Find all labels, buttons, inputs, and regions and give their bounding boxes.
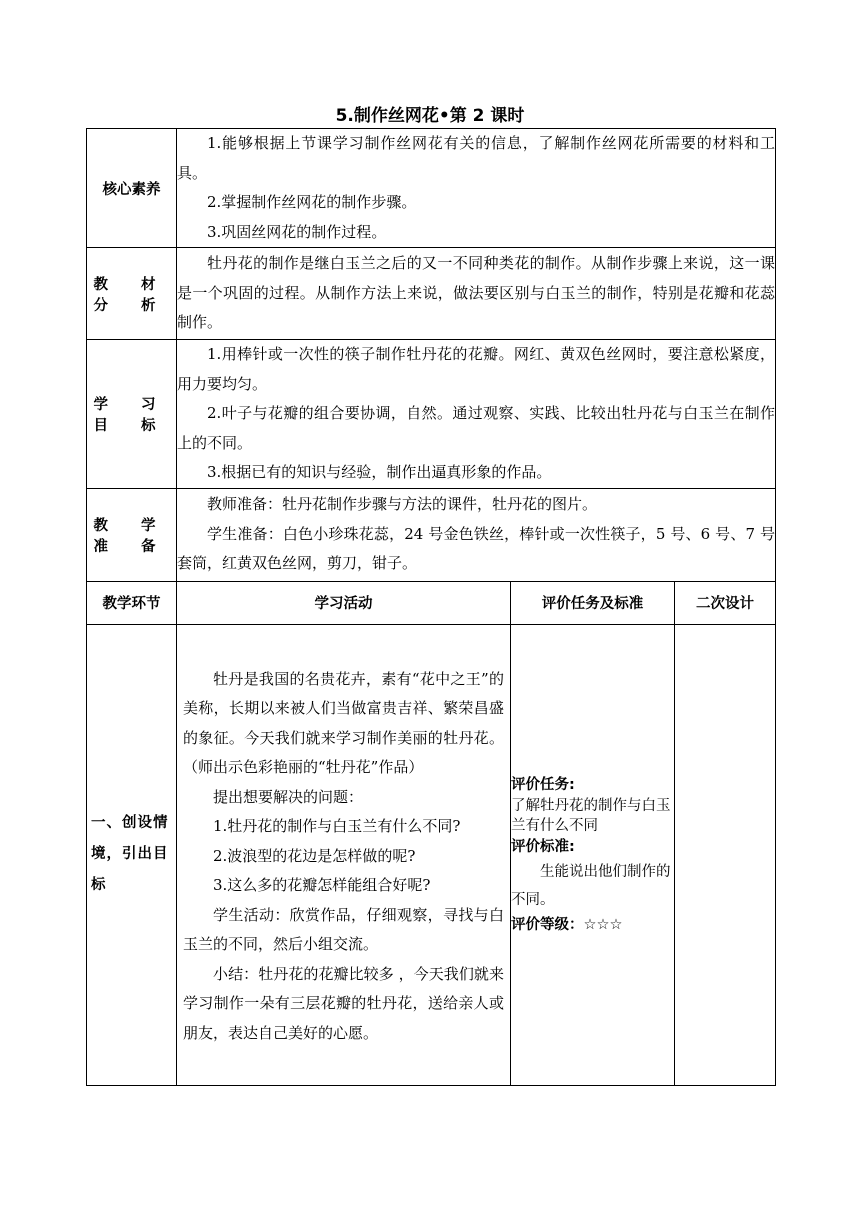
prep-label-line1: 教 学 <box>93 517 170 534</box>
activity-para: 小结：牡丹花的花瓣比较多 ，今天我们就来学习制作一朵有三层花瓣的牡丹花，送给亲人或朋友，表达自己美好的心愿。 <box>183 964 504 1042</box>
activity-para: 提出想要解决的问题： <box>213 787 364 806</box>
core-content <box>177 129 776 248</box>
row-column-headers <box>87 581 776 624</box>
eval-standard-text: 生能说出他们制作的不同。 <box>511 863 671 908</box>
lesson-plan-table <box>86 128 776 1086</box>
prep-item: 教师准备：牡丹花制作步骤与方法的课件，牡丹花的图片。 <box>207 495 598 514</box>
core-item: 1.能够根据上节课学习制作丝网花有关的信息，了解制作丝网花所需要的材料和工具。 <box>177 134 775 182</box>
activity-para: 2.波浪型的花边是怎样做的呢? <box>213 846 416 865</box>
goals-item: 1.用棒针或一次性的筷子制作牡丹花的花瓣。网红、黄双色丝网时，要注意松紧度，用力要均匀。 <box>177 345 775 393</box>
page-title: 5.制作丝网花•第 2 课时 <box>335 106 525 126</box>
activity-para: 牡丹是我国的名贵花卉，素有“花中之王”的美称，长期以来被人们当做富贵吉祥、繁荣昌盛的象征。今天我们就来学习制作美丽的牡丹花。（师出示色彩艳丽的“牡丹花”作品） <box>183 669 504 777</box>
col-header-evaluation: 评价任务及标准 <box>511 581 675 624</box>
row-material <box>87 248 776 340</box>
material-label-line1: 教 材 <box>93 276 170 293</box>
eval-level-label: 评价等级：☆☆☆ <box>511 916 623 933</box>
material-label-line2: 分 析 <box>93 297 170 314</box>
core-item: 3.巩固丝网花的制作过程。 <box>207 222 387 241</box>
prep-item: 学生准备：白色小珍珠花蕊，24 号金色铁丝，棒针或一次性筷子，5 号、6 号、7 号套筒，红黄双色丝网，剪刀，钳子。 <box>177 524 775 573</box>
goals-content <box>177 340 776 489</box>
goals-label-line2: 目 标 <box>93 417 170 434</box>
core-label: 核心素养 <box>87 129 177 248</box>
goals-label-line1: 学 习 <box>93 396 170 413</box>
row-stage1 <box>87 624 776 1085</box>
eval-task-text: 了解牡丹花的制作与白玉兰有什么不同 <box>511 797 671 834</box>
activity-para: 学生活动：欣赏作品，仔细观察，寻找与白玉兰的不同，然后小组交流。 <box>183 905 504 954</box>
eval-task-label: 评价任务: <box>511 776 575 793</box>
goals-item: 2.叶子与花瓣的组合要协调，自然。通过观察、实践、比较出牡丹花与白玉兰在制作上的不同。 <box>177 404 775 452</box>
col-header-activity: 学习活动 <box>177 581 511 624</box>
prep-content <box>177 488 776 581</box>
activity-para: 3.这么多的花瓣怎样能组合好呢? <box>213 876 431 895</box>
stage1-redesign <box>675 624 776 1085</box>
col-header-stage: 教学环节 <box>87 581 177 624</box>
core-item: 2.掌握制作丝网花的制作步骤。 <box>207 193 417 211</box>
eval-standard-label: 评价标准: <box>511 838 575 855</box>
row-core <box>87 129 776 248</box>
stage1-activity <box>177 624 511 1085</box>
prep-label <box>87 488 177 581</box>
activity-para: 1.牡丹花的制作与白玉兰有什么不同? <box>213 817 461 836</box>
goals-label <box>87 340 177 489</box>
stage1-label: 一、创设情境，引出目标 <box>87 624 177 1085</box>
row-goals <box>87 340 776 489</box>
col-header-redesign: 二次设计 <box>675 581 776 624</box>
goals-item: 3.根据已有的知识与经验，制作出逼真形象的作品。 <box>207 463 552 481</box>
row-prep <box>87 488 776 581</box>
stage1-evaluation <box>511 624 675 1085</box>
material-label <box>87 248 177 340</box>
material-content <box>177 248 776 340</box>
material-text: 牡丹花的制作是继白玉兰之后的又一不同种类花的制作。从制作步骤上来说，这一课是一个巩固的过程。从制作方法上来说，做法要区别与白玉兰的制作，特别是花瓣和花蕊制作。 <box>177 254 775 332</box>
prep-label-line2: 准 备 <box>93 538 170 555</box>
